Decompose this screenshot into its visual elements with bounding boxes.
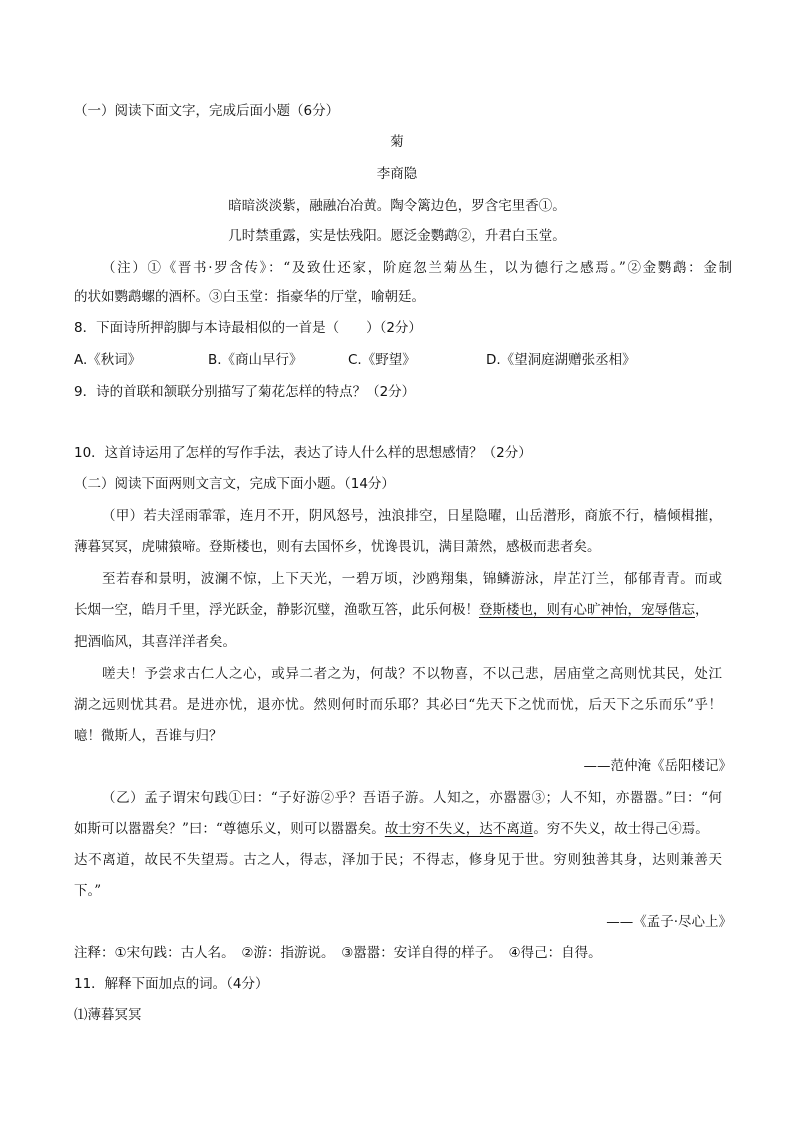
q8-option-c[interactable]: C.《野望》 [348, 352, 416, 368]
poem-author: 李商隐 [376, 166, 418, 182]
question-9: 9．诗的首联和颔联分别描写了菊花怎样的特点？（2分） [74, 384, 416, 400]
poem-note-line-2: 的状如鹦鹉螺的酒杯。③白玉堂：指豪华的厅堂，喻朝廷。 [74, 289, 425, 305]
yi-line-2 [74, 819, 709, 839]
jia-p2-line-2-text: 长烟一空，皓月千里，浮光跃金，静影沉璧，渔歌互答，此乐何极！ [74, 602, 479, 618]
poem-line-1: 暗暗淡淡紫，融融冶冶黄。陶令篱边色，罗含宅里香①。 [228, 198, 566, 214]
q8-option-a[interactable]: A.《秋词》 [74, 352, 142, 368]
yi-line-2-text: 如斯可以嚣嚣矣？”曰：“尊德乐义，则可以嚣嚣矣。 [74, 821, 385, 837]
jia-p1-line-1: （甲）若夫淫雨霏霏，连月不开，阴风怒号，浊浪排空，日星隐曜，山岳潜形，商旅不行，樯倾楫摧， [102, 508, 722, 524]
q11-item-1: ⑴薄暮冥冥 [74, 1007, 142, 1023]
jia-p3-line-1: 嗟夫！予尝求古仁人之心，或异二者之为，何哉？不以物喜，不以己悲，居庙堂之高则忧其民，处江 [102, 666, 722, 682]
yi-line-4: 下。” [74, 883, 102, 899]
yi-line-3: 达不离道，故民不失望焉。古之人，得志，泽加于民；不得志，修身见于世。穷则独善其身，达则兼善天 [74, 852, 722, 868]
jia-p2-line-2-end: ， [695, 602, 709, 618]
yi-line-1: （乙）孟子谓宋句践①曰：“子好游②乎？吾语子游。人知之，亦嚣嚣③；人不知，亦嚣嚣。”曰：“何 [102, 790, 722, 806]
underlined-sentence-yi: 故士穷不失义，达不离道 [384, 821, 534, 837]
yi-line-2-end: 。穷不失义，故士得己④焉。 [533, 821, 709, 837]
jia-p2-line-1: 至若春和景明，波澜不惊，上下天光，一碧万顷，沙鸥翔集，锦鳞游泳，岸芷汀兰，郁郁青青。而或 [102, 571, 722, 587]
q8-option-d[interactable]: D.《望洞庭湖赠张丞相》 [486, 352, 636, 368]
poem-line-2: 几时禁重露，实是怯残阳。愿泛金鹦鹉②，升君白玉堂。 [228, 228, 566, 244]
section1-heading: （一）阅读下面文字，完成后面小题（6分） [74, 103, 340, 119]
yi-notes: 注释：①宋句践：古人名。 ②游：指游说。 ③嚣嚣：安详自得的样子。 ④得己：自得。 [74, 945, 602, 961]
jia-p1-line-2: 薄暮冥冥，虎啸猿啼。登斯楼也，则有去国怀乡，忧谗畏讥，满目萧然，感极而悲者矣。 [74, 539, 601, 555]
underlined-sentence-jia: 登斯楼也，则有心旷神怡，宠辱偕忘 [479, 602, 695, 618]
q8-option-b[interactable]: B.《商山早行》 [208, 352, 303, 368]
yi-source: ——《孟子·尽心上》 [606, 914, 732, 930]
question-11: 11．解释下面加点的词。（4分） [74, 976, 269, 992]
section2-heading: （二）阅读下面两则文言文，完成下面小题。（14分） [74, 476, 395, 492]
jia-source: ——范仲淹《岳阳楼记》 [583, 758, 732, 774]
jia-p2-line-3: 把酒临风，其喜洋洋者矣。 [74, 634, 236, 650]
poem-title: 菊 [390, 134, 404, 150]
question-8: 8．下面诗所押韵脚与本诗最相似的一首是（ ）（2分） [74, 320, 422, 336]
question-10: 10．这首诗运用了怎样的写作手法，表达了诗人什么样的思想感情？（2分） [74, 445, 532, 461]
jia-p2-line-2 [74, 600, 709, 620]
jia-p3-line-3: 噫！微斯人，吾谁与归？ [74, 728, 223, 744]
jia-p3-line-2: 湖之远则忧其君。是进亦忧，退亦忧。然则何时而乐耶？其必曰“先天下之忧而忧，后天下之乐而乐”乎！ [74, 697, 722, 713]
poem-note-line-1: （注）①《晋书·罗含传》：“及致仕还家，阶庭忽兰菊丛生，以为德行之感焉。”②金鹦鹉：金制 [102, 260, 732, 276]
